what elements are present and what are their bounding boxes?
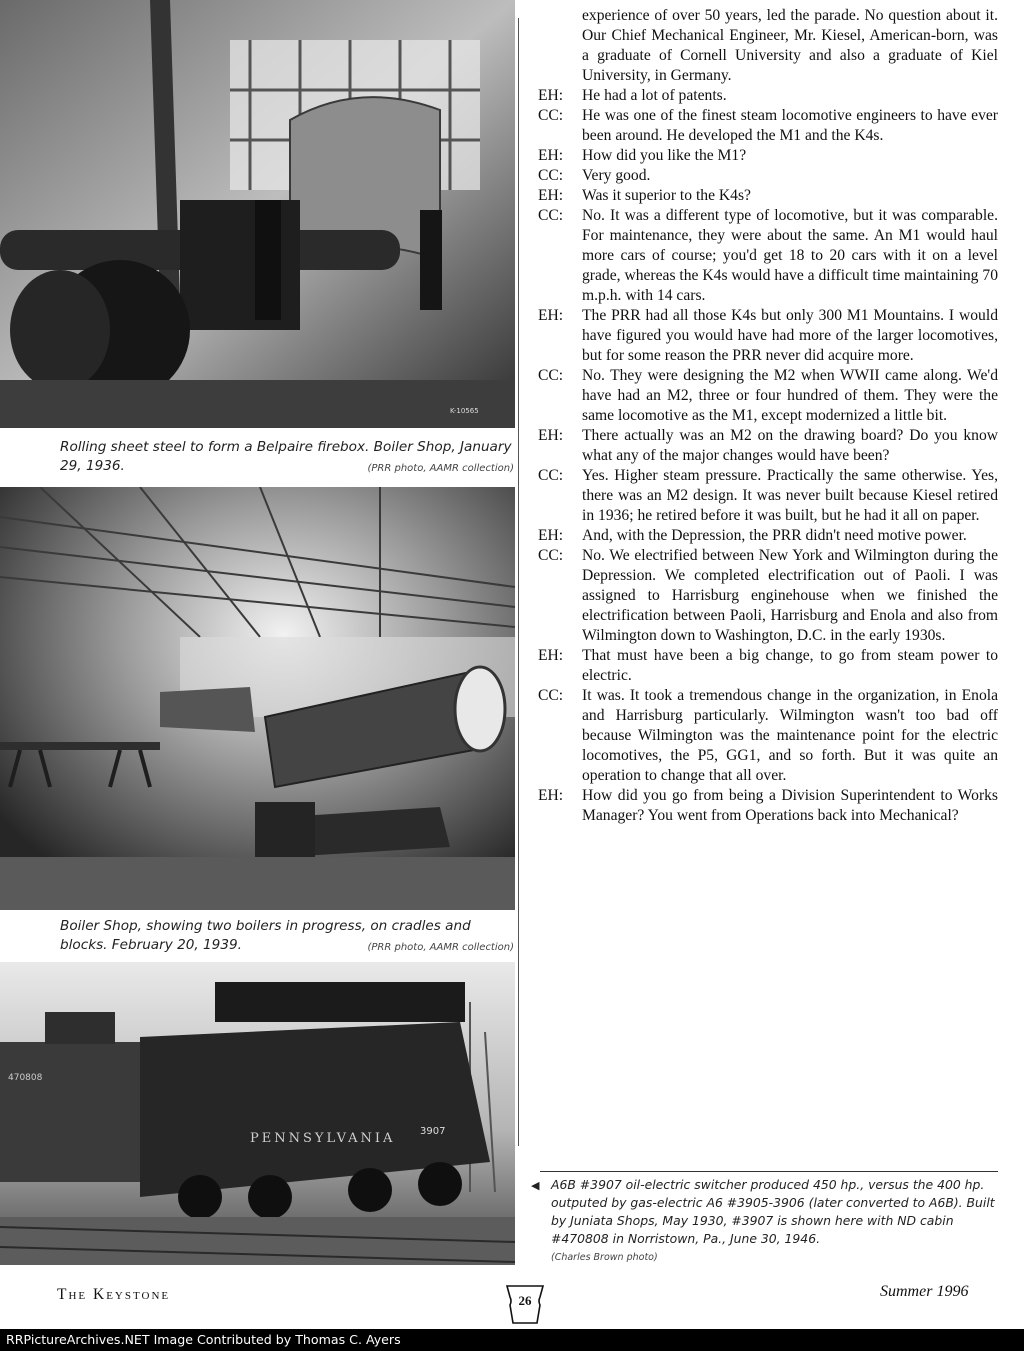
speaker: EH:	[538, 527, 564, 544]
loco-number: 3907	[420, 1126, 446, 1137]
loco-lettering: PENNSYLVANIA	[250, 1131, 396, 1146]
speaker: EH:	[538, 87, 564, 104]
attribution-banner: RRPictureArchives.NET Image Contributed by Thomas C. Ayers	[0, 1329, 1024, 1351]
line-text: He had a lot of patents.	[582, 87, 727, 104]
photo1-plate-mark: K-10565	[450, 407, 479, 415]
line-text: How did you go from being a Division Superintendent to Works Manager? You went from Operations back into Mechanical?	[582, 787, 998, 824]
interview-line	[538, 306, 998, 366]
interview-line	[538, 526, 998, 546]
line-text: That must have been a big change, to go from steam power to electric.	[582, 647, 998, 684]
caption-photo2-credit: (PRR photo, AAMR collection)	[367, 942, 514, 953]
caption-photo3-text: A6B #3907 oil-electric switcher produced 450 hp., versus the 400 hp. outputed by gas-electric A6 #3905-3906 (later converted to A6B). Built by Juniata Shops, May 1930, #3907 is shown here with ND cabin #470808 in Norristown, Pa., June 30, 1946.	[551, 1177, 995, 1246]
interview-line	[538, 166, 998, 186]
line-text: There actually was an M2 on the drawing board? Do you know what any of the major changes would have been?	[582, 427, 998, 464]
line-text: The PRR had all those K4s but only 300 M1 Mountains. I would have figured you would have had more of the larger locomotives, but for some reason the PRR never did acquire more.	[582, 307, 998, 364]
speaker: CC:	[538, 107, 564, 124]
speaker: CC:	[538, 367, 564, 384]
publication-name: The Keystone	[57, 1286, 171, 1303]
caption-photo1-text: Rolling sheet steel to form a Belpaire firebox. Boiler Shop, January 29, 1936.	[60, 439, 512, 474]
interview-line	[538, 686, 998, 786]
speaker: EH:	[538, 147, 564, 164]
caption-divider	[540, 1171, 998, 1172]
line-text: Very good.	[582, 167, 651, 184]
line-text: No. It was a different type of locomotive, but it was comparable. For maintenance, they were about the same. An M1 would haul more cars of course; you'd get 18 to 20 cars with it on a level grade, whereas the K4s would have a difficult time maintaining 70 m.p.h. with 14 cars.	[582, 207, 998, 304]
speaker: CC:	[538, 547, 564, 564]
interview-line	[538, 646, 998, 686]
caption-photo1-credit: (PRR photo, AAMR collection)	[367, 463, 514, 474]
photo-rolling-firebox	[0, 0, 515, 428]
interview-continuation: experience of over 50 years, led the parade. No question about it. Our Chief Mechanical Engineer, Mr. Kiesel, American-born, was a graduate of Cornell University and also a graduate of Kiel University, in Germany.	[582, 7, 998, 84]
page-number: 26	[518, 1293, 532, 1308]
speaker: CC:	[538, 167, 564, 184]
caption-photo3	[551, 1176, 1000, 1267]
interview-line	[538, 86, 998, 106]
caption-photo2-text: Boiler Shop, showing two boilers in progress, on cradles and blocks. February 20, 1939.	[60, 918, 471, 953]
speaker: EH:	[538, 787, 564, 804]
interview-line	[538, 146, 998, 166]
line-text: And, with the Depression, the PRR didn't need motive power.	[582, 527, 967, 544]
speaker: EH:	[538, 187, 564, 204]
speaker: CC:	[538, 207, 564, 224]
column-divider	[518, 18, 519, 1146]
speaker: CC:	[538, 687, 564, 704]
photo-boiler-shop	[0, 487, 515, 910]
interview-line	[538, 186, 998, 206]
speaker: CC:	[538, 467, 564, 484]
line-text: He was one of the finest steam locomotive engineers to have ever been around. He developed the M1 and the K4s.	[582, 107, 998, 144]
line-text: No. They were designing the M2 when WWII came along. We'd have had an M2, three or four hundred of them. They were the same locomotive as the M1, except modernized a little bit.	[582, 367, 998, 424]
photo-switcher-3907	[0, 962, 515, 1265]
interview-line	[538, 366, 998, 426]
line-text: How did you like the M1?	[582, 147, 747, 164]
speaker: EH:	[538, 647, 564, 664]
interview-column	[538, 6, 998, 826]
speaker: EH:	[538, 307, 564, 324]
interview-line	[538, 546, 998, 646]
interview-line	[538, 786, 998, 826]
issue-label: Summer 1996	[880, 1283, 969, 1300]
interview-line	[538, 426, 998, 466]
caption-photo1	[60, 438, 514, 478]
line-text: It was. It took a tremendous change in the organization, in Enola and Harrisburg particularly. Wilmington wasn't too bad off because Wilmington was the maintenance point for the electric locomotives, the P5, GG1, and so forth. But it was quite an operation to change that all over.	[582, 687, 998, 784]
line-text: No. We electrified between New York and Wilmington during the Depression. We completed electrification out of Paoli. I was assigned to Harrisburg enginehouse when we finished the electrification between Paoli, Harrisburg and Enola and also from Wilmington down to Washington, D.C. in the early 1930s.	[582, 547, 998, 644]
speaker: EH:	[538, 427, 564, 444]
line-text: Yes. Higher steam pressure. Practically the same otherwise. Yes, there was an M2 design. It was never built because Kiesel retired in 1936; he retired before it was built, but he had it all on paper.	[582, 467, 998, 524]
cabin-number: 470808	[8, 1073, 43, 1083]
caption-photo3-credit: (Charles Brown photo)	[551, 1252, 658, 1263]
interview-line	[538, 466, 998, 526]
interview-line	[538, 206, 998, 306]
interview-line	[538, 106, 998, 146]
caption-arrow-icon: ◀	[531, 1179, 540, 1192]
caption-photo2	[60, 917, 514, 957]
line-text: Was it superior to the K4s?	[582, 187, 751, 204]
